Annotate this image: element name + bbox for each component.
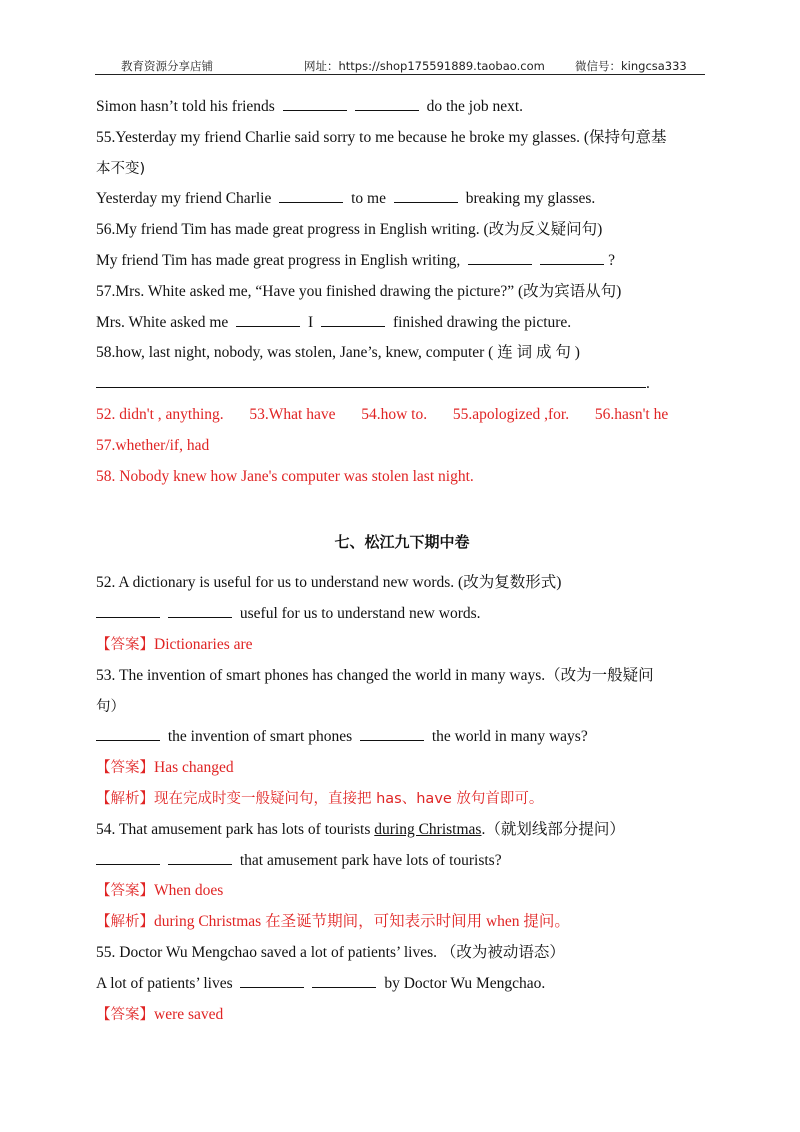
text: 55. Doctor Wu Mengchao saved a lot of patients’ lives. （改为被动语态） [96, 943, 565, 961]
answer-tag: 【答案】 [96, 760, 154, 777]
underlined-phrase: during Christmas [374, 820, 482, 838]
q55-stem [96, 123, 708, 154]
blank [96, 603, 160, 618]
document-body [96, 92, 708, 1030]
s54-stem [96, 815, 708, 846]
answers-line-3 [96, 462, 708, 493]
wechat-id: 微信号：kingcsa333 [575, 59, 687, 73]
q57-stem [96, 277, 708, 308]
text: 55.Yesterday my friend Charlie said sorry to me because he broke my glasses. (保持句意基 [96, 128, 667, 146]
blank [283, 96, 347, 111]
text: 句） [96, 698, 125, 715]
blank [394, 188, 458, 203]
answer-tag: 【答案】 [96, 883, 154, 900]
q54-answer-line [96, 92, 708, 123]
text: Yesterday my friend Charlie [96, 190, 272, 208]
s54-explanation [96, 907, 708, 938]
answer: Dictionaries are [154, 635, 253, 653]
answer: Has changed [154, 759, 234, 777]
text: 53. The invention of smart phones has changed the world in many ways.（改为一般疑问 [96, 666, 654, 684]
text: Mrs. White asked me [96, 313, 229, 331]
blank [321, 312, 385, 327]
text: finished drawing the picture. [392, 313, 572, 331]
s54-answer-line [96, 846, 708, 877]
text: useful for us to understand new words. [239, 605, 481, 623]
section-title: 七、松江九下期中卷 [334, 533, 470, 552]
answer: 56.hasn't he [594, 405, 669, 423]
blank [279, 188, 343, 203]
blank [168, 850, 232, 865]
text: 57.Mrs. White asked me, “Have you finished drawing the picture?” (改为宾语从句) [96, 282, 622, 300]
s55-answer-line [96, 969, 708, 1000]
text: that amusement park have lots of tourists? [239, 851, 502, 869]
q56-stem [96, 215, 708, 246]
answer-tag: 【答案】 [96, 636, 154, 653]
text: breaking my glasses. [465, 190, 596, 208]
explanation-tag: 【解析】 [96, 914, 154, 931]
q57-answer-line [96, 308, 708, 339]
blank [236, 312, 300, 327]
blank [312, 973, 376, 988]
s55-answer [96, 1000, 708, 1031]
text: the invention of smart phones [167, 728, 353, 746]
page-header [95, 56, 705, 75]
answer: 55.apologized ,for. [452, 405, 570, 423]
answer-tag: 【答案】 [96, 1006, 154, 1023]
s53-stem-cont [96, 692, 708, 723]
blank [96, 373, 646, 388]
s53-answer-line [96, 722, 708, 753]
q55-stem-cont [96, 154, 708, 185]
text: 54. That amusement park has lots of tourists [96, 820, 375, 838]
text: 56.My friend Tim has made great progress in English writing. (改为反义疑问句) [96, 221, 603, 239]
text: 58.how, last night, nobody, was stolen, Jane’s, knew, computer ( 连 词 成 句 ) [96, 344, 580, 362]
explanation: during Christmas 在圣诞节期间，可知表示时间用 when 提问。 [154, 913, 570, 931]
text: do the job next. [426, 98, 524, 115]
answer: 54.how to. [361, 405, 428, 423]
q56-answer-line [96, 246, 708, 277]
text: My friend Tim has made great progress in English writing, [96, 251, 461, 269]
explanation-tag: 【解析】 [96, 790, 154, 807]
s53-explanation [96, 784, 708, 815]
answer: 53.What have [249, 405, 336, 423]
shop-url: 网址：https://shop175591889.taobao.com [304, 59, 545, 73]
s53-answer [96, 753, 708, 784]
blank [360, 726, 424, 741]
shop-name: 教育资源分享店铺 [121, 59, 213, 73]
text: .（就划线部分提问） [481, 820, 625, 838]
explanation: 现在完成时变一般疑问句，直接把 has、have 放句首即可。 [154, 790, 544, 807]
q58-stem [96, 338, 708, 369]
text: . [646, 375, 650, 393]
s55-stem [96, 938, 708, 969]
text: 本不变) [96, 160, 146, 177]
text: 52. A dictionary is useful for us to understand new words. (改为复数形式) [96, 574, 562, 592]
text: the world in many ways? [431, 728, 588, 746]
blank [96, 850, 160, 865]
answer: were saved [154, 1005, 224, 1023]
answer: When does [154, 882, 224, 900]
blank [240, 973, 304, 988]
s52-answer [96, 630, 708, 661]
text: I [308, 313, 314, 331]
s52-stem [96, 568, 708, 599]
q55-answer-line [96, 184, 708, 215]
q58-answer-line [96, 369, 708, 400]
text: by Doctor Wu Mengchao. [384, 974, 546, 992]
answer: 58. Nobody knew how Jane's computer was stolen last night. [96, 467, 474, 485]
answer: 57.whether/if, had [96, 436, 210, 454]
s54-answer [96, 876, 708, 907]
text: A lot of patients’ lives [96, 974, 233, 992]
blank [540, 250, 604, 265]
text: ? [608, 251, 615, 269]
answer: 52. didn't , anything. [96, 405, 224, 423]
s52-answer-line [96, 599, 708, 630]
s53-stem [96, 661, 708, 692]
text: Simon hasn’t told his friends [96, 98, 275, 115]
answers-line-2 [96, 431, 708, 462]
blank [168, 603, 232, 618]
text: to me [351, 190, 386, 208]
blank [96, 726, 160, 741]
answers-line-1 [96, 400, 708, 431]
blank [468, 250, 532, 265]
blank [355, 96, 419, 111]
